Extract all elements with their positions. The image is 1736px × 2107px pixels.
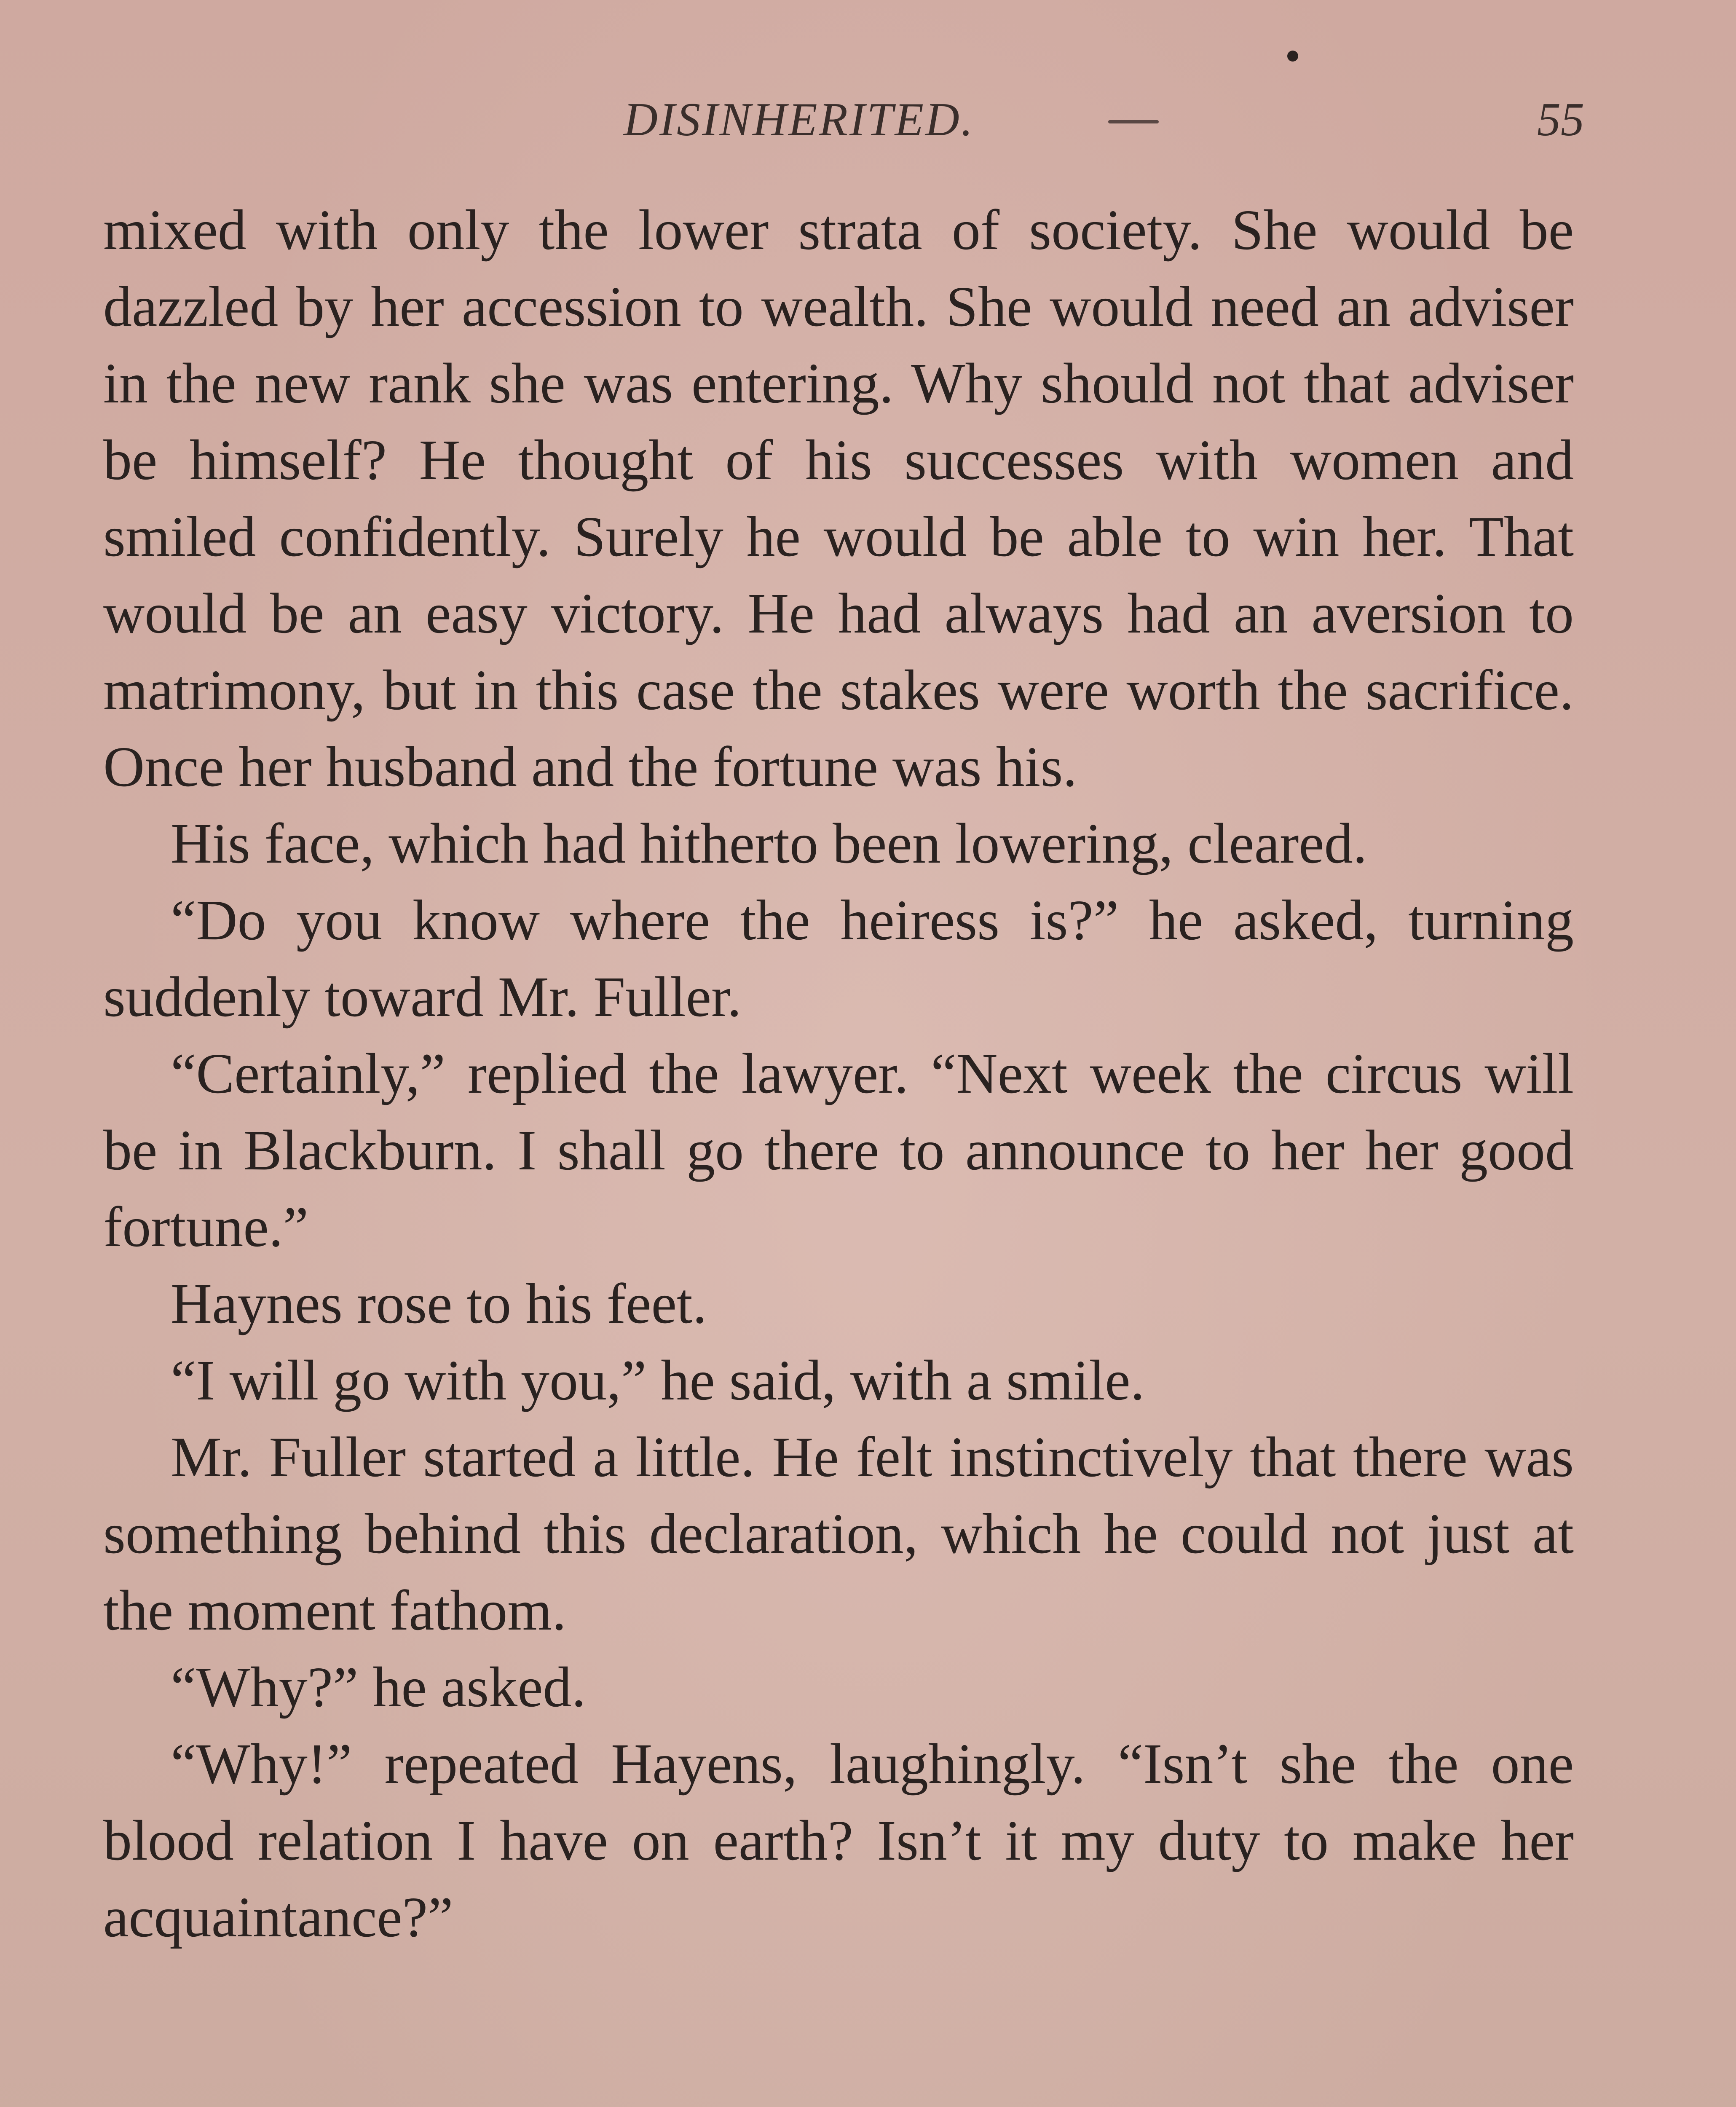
- paragraph: mixed with only the lower strata of society. She would be dazzled by her accession to wealth. She would need an adviser in the new rank she was entering. Why should not that adviser be himself? He thought of his successes with women and smiled confidently. Surely he would be able to win her. That would be an easy victory. He had always had an aversion to matrimony, but in this case the stakes were worth the sacrifice. Once her husband and the fortune was his.: [103, 198, 1574, 799]
- paragraph: His face, which had hitherto been lowering, cleared.: [171, 812, 1367, 875]
- paragraph: “Why?” he asked.: [171, 1656, 586, 1719]
- page-number: 55: [1537, 94, 1584, 146]
- paragraph: “Do you know where the heiress is?” he asked, turning suddenly toward Mr. Fuller.: [103, 889, 1574, 1029]
- paragraph: Haynes rose to his feet.: [171, 1272, 707, 1335]
- running-head-title: DISINHERITED.: [624, 94, 975, 146]
- body-text: [103, 192, 1574, 1956]
- paragraph: “Certainly,” replied the lawyer. “Next week the circus will be in Blackburn. I shall go there to announce to her her good fortune.”: [103, 1042, 1574, 1259]
- paragraph: “Why!” repeated Hayens, laughingly. “Isn’t she the one blood relation I have on earth? Isn’t it my duty to make her acquaintance?”: [103, 1732, 1574, 1949]
- running-head: [101, 84, 1584, 169]
- paragraph: Mr. Fuller started a little. He felt instinctively that there was something behind this declaration, which he could not just at the moment fathom.: [103, 1426, 1574, 1642]
- ink-speck: [1287, 51, 1298, 62]
- running-head-dash: [1108, 120, 1159, 123]
- paragraph: “I will go with you,” he said, with a smile.: [171, 1349, 1145, 1412]
